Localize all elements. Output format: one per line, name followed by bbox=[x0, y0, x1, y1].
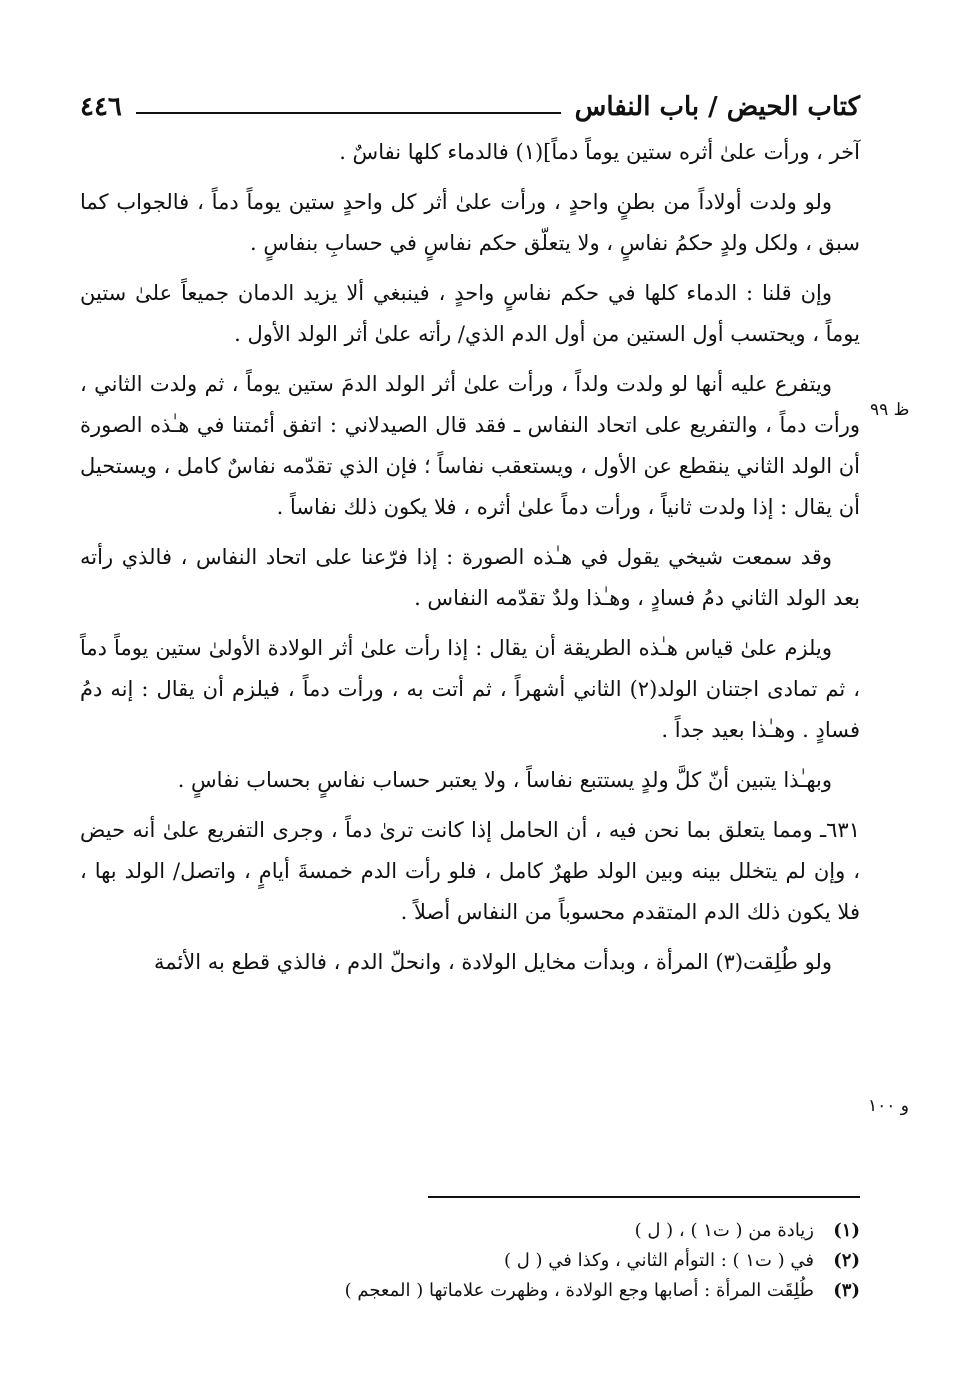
paragraph: وإن قلنا : الدماء كلها في حكم نفاسٍ واحدٍ ، فينبغي ألا يزيد الدمان جميعاً علىٰ ستين يوماً ، ويحتسب أول الستين من أول الدم الذي/ رأته علىٰ أثر الولد الأول . bbox=[80, 281, 860, 346]
page-number: ٤٤٦ bbox=[80, 92, 122, 122]
paragraph: ويلزم علىٰ قياس هـٰذه الطريقة أن يقال : إذا رأت علىٰ أثر الولادة الأولىٰ ستين يوماً دماً ، ثم تمادى اجتنان الولد(٢) الثاني أشهراً ، ثم أتت به ، ورأت دماً ، فيلزم أن يقال : إنه دمُ فسادٍ . وهـٰذا بعيد جداً . bbox=[80, 636, 860, 742]
margin-note: ظ ٩٩ bbox=[870, 400, 910, 420]
footnote-text: في ( ت١ ) : التوأم الثاني ، وكذا في ( ل ) bbox=[503, 1250, 814, 1271]
paragraph: آخر ، ورأت علىٰ أثره ستين يوماً دماً](١) فالدماء كلها نفاسٌ . bbox=[339, 140, 860, 164]
footnote-number: (٣) bbox=[833, 1280, 860, 1301]
footnote bbox=[80, 1276, 860, 1306]
footnotes bbox=[80, 1216, 860, 1306]
footnote-text: زيادة من ( ت١ ) ، ( ل ) bbox=[634, 1220, 814, 1241]
footnote-separator bbox=[428, 1196, 860, 1198]
main-text bbox=[80, 132, 860, 992]
paragraph: ولو طُلِقت(٣) المرأة ، وبدأت مخايل الولادة ، وانحلّ الدم ، فالذي قطع به الأئمة bbox=[154, 950, 832, 974]
chapter-title: كتاب الحيض / باب النفاس bbox=[574, 92, 860, 122]
paragraph: ويتفرع عليه أنها لو ولدت ولداً ، ورأت علىٰ أثر الولد الدمَ ستين يوماً ، ثم ولدت الثاني ، ورأت دماً ، والتفريع على اتحاد النفاس ـ فقد قال الصيدلاني : اتفق أئمتنا في هـٰذه الصورة أن الولد الثاني ينقطع عن الأول ، ويستعقب نفاساً ؛ فإن الذي تقدّمه نفاسٌ كامل ، ويستحيل أن يقال : إذا ولدت ثانياً ، ورأت دماً علىٰ أثره ، فلا يكون ذلك نفاساً . bbox=[80, 372, 860, 519]
paragraph: ٦٣١ـ ومما يتعلق بما نحن فيه ، أن الحامل إذا كانت ترىٰ دماً ، وجرى التفريع علىٰ أنه حيض ، وإن لم يتخلل بينه وبين الولد طهرٌ كامل ، فلو رأت الدم خمسةَ أيامٍ ، واتصل/ الولد بها ، فلا يكون ذلك الدم المتقدم محسوباً من النفاس أصلاً . bbox=[80, 818, 860, 924]
footnote-number: (٢) bbox=[833, 1250, 860, 1271]
header-rule bbox=[136, 112, 561, 114]
margin-note: و ١٠٠ bbox=[868, 1096, 910, 1116]
paragraph: وبهـٰذا يتبين أنّ كلَّ ولدٍ يستتبع نفاساً ، ولا يعتبر حساب نفاسٍ بحساب نفاسٍ . bbox=[177, 768, 832, 792]
paragraph: وقد سمعت شيخي يقول في هـٰذه الصورة : إذا فرّعنا على اتحاد النفاس ، فالذي رأته بعد الولد الثاني دمُ فسادٍ ، وهـٰذا ولدٌ تقدّمه النفاس . bbox=[80, 545, 860, 610]
paragraph: ولو ولدت أولاداً من بطنٍ واحدٍ ، ورأت علىٰ أثر كل واحدٍ ستين يوماً دماً ، فالجواب كما سبق ، ولكل ولدٍ حكمُ نفاسٍ ، ولا يتعلّق حكم نفاسٍ في حسابِ بنفاسٍ . bbox=[80, 190, 860, 255]
footnote bbox=[80, 1246, 860, 1276]
page-header bbox=[80, 82, 860, 124]
footnote-number: (١) bbox=[833, 1220, 860, 1241]
footnote bbox=[80, 1216, 860, 1246]
footnote-text: طُلِقَت المرأة : أصابها وجع الولادة ، وظهرت علاماتها ( المعجم ) bbox=[344, 1280, 814, 1301]
